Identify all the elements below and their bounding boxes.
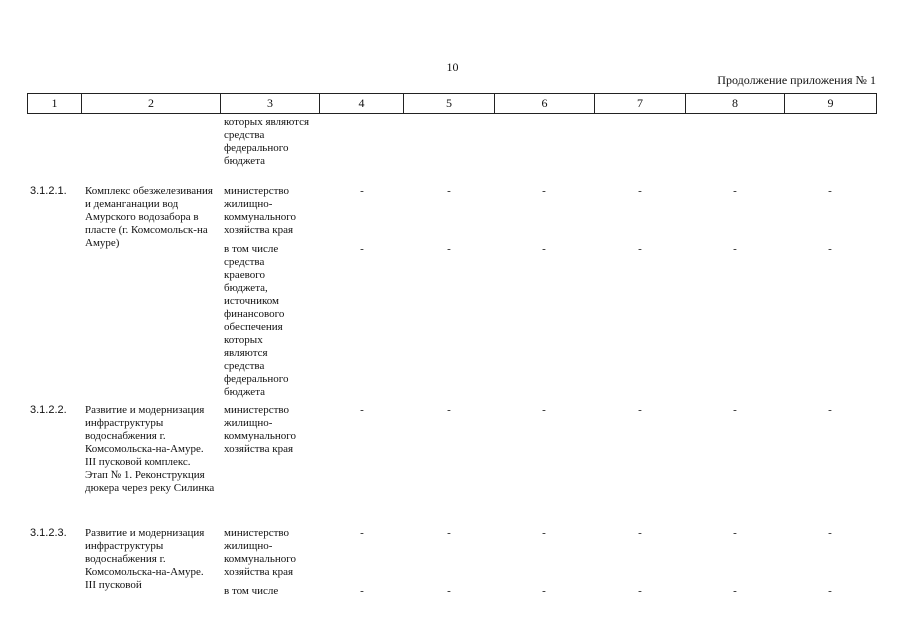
row-executor-main: министерство жилищно-коммунального хозяйства края — [224, 404, 296, 455]
col-header-8: 8 — [686, 94, 785, 114]
appendix-label: Продолжение приложения № 1 — [717, 73, 876, 87]
dash-value: - — [447, 404, 451, 416]
dash-value: - — [447, 243, 451, 255]
row-code: 3.1.2.3. — [30, 527, 67, 539]
dash-value: - — [638, 404, 642, 416]
dash-value: - — [360, 527, 364, 539]
row-code: 3.1.2.2. — [30, 404, 67, 416]
dash-value: - — [638, 585, 642, 597]
dash-value: - — [638, 527, 642, 539]
col-header-3: 3 — [221, 94, 320, 114]
row-executor-main: министерство жилищно-коммунального хозяйства края — [224, 185, 296, 236]
dash-value: - — [638, 243, 642, 255]
table-header — [27, 93, 877, 114]
row-name: Развитие и модернизация инфраструктуры водоснабжения г. Комсомольска-на-Амуре. III пусковой комплекс. Этап № 1. Реконструкция дюкера через реку Силинка — [85, 404, 215, 494]
dash-value: - — [360, 185, 364, 197]
row-code: 3.1.2.1. — [30, 185, 67, 197]
col-header-5: 5 — [404, 94, 495, 114]
dash-value: - — [542, 185, 546, 197]
dash-value: - — [542, 527, 546, 539]
dash-value: - — [360, 243, 364, 255]
row-executor-main: министерство жилищно-коммунального хозяйства края — [224, 527, 296, 578]
row-executor-sub: в том числе средства краевого бюджета, источником финансового обеспечения которых являются средства федерального бюджета — [224, 243, 289, 398]
col-header-1: 1 — [28, 94, 82, 114]
dash-value: - — [828, 185, 832, 197]
col-header-4: 4 — [320, 94, 404, 114]
dash-value: - — [447, 585, 451, 597]
dash-value: - — [542, 404, 546, 416]
row-executor-sub: в том числе — [224, 585, 279, 597]
dash-value: - — [542, 585, 546, 597]
col-header-6: 6 — [495, 94, 595, 114]
dash-value: - — [360, 585, 364, 597]
dash-value: - — [733, 404, 737, 416]
dash-value: - — [828, 527, 832, 539]
dash-value: - — [360, 404, 364, 416]
dash-value: - — [733, 185, 737, 197]
dash-value: - — [542, 243, 546, 255]
dash-value: - — [828, 585, 832, 597]
col-header-2: 2 — [82, 94, 221, 114]
dash-value: - — [447, 185, 451, 197]
dash-value: - — [447, 527, 451, 539]
dash-value: - — [828, 404, 832, 416]
executor-continuation: которых являются средства федерального бюджета — [224, 116, 310, 167]
col-header-7: 7 — [595, 94, 686, 114]
dash-value: - — [733, 243, 737, 255]
row-name: Комплекс обезжелезивания и деманганации вод Амурского водозабора в пласте (г. Комсомольск-на Амуре) — [85, 185, 213, 249]
page-number: 10 — [446, 60, 459, 74]
dash-value: - — [733, 527, 737, 539]
dash-value: - — [638, 185, 642, 197]
dash-value: - — [828, 243, 832, 255]
col-header-9: 9 — [785, 94, 877, 114]
dash-value: - — [733, 585, 737, 597]
row-name: Развитие и модернизация инфраструктуры водоснабжения г. Комсомольска-на-Амуре. III пусковой — [85, 527, 205, 591]
